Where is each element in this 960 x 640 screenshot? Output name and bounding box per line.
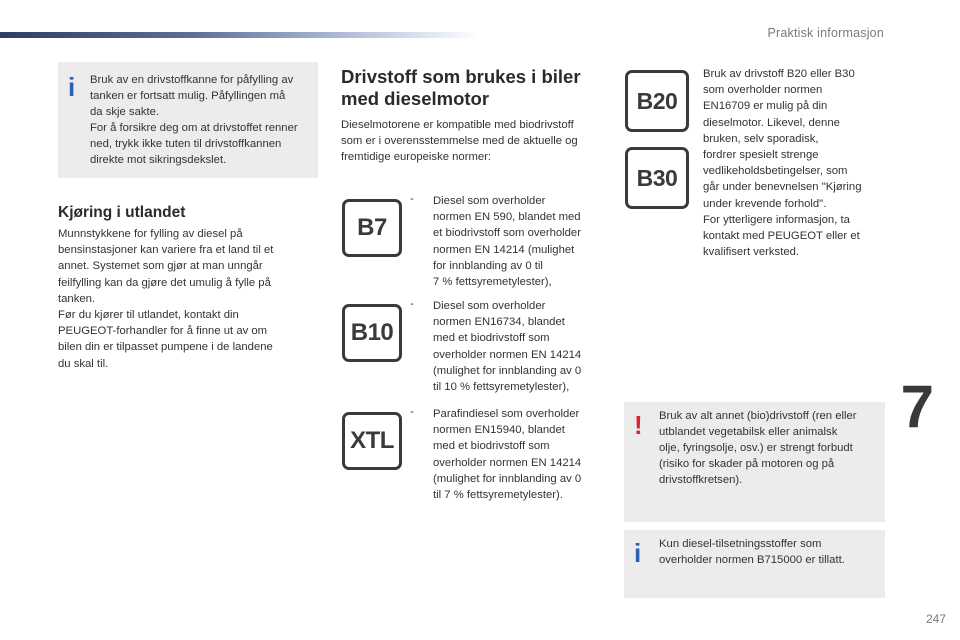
heading-abroad: Kjøring i utlandet — [58, 204, 186, 221]
info-text-right: Kun diesel-tilsetningsstoffer som overholder normen B715000 er tillatt. — [659, 538, 845, 566]
heading-diesel-fuels: Drivstoff som brukes i biler med dieselmotor — [341, 66, 581, 109]
section-title: Praktisk informasjon — [767, 26, 884, 40]
info-box-left — [58, 62, 318, 178]
info-text-left: Bruk av en drivstoffkanne for påfylling av tanken er fortsatt mulig. Påfyllingen må da skje sakte. For å forsikre deg om at drivstoffet renner ned, trykk ikke tuten til drivstoffkannen direkte mot sikringsdekslet. — [90, 74, 298, 166]
page-number: 247 — [925, 612, 946, 626]
fuel-text-b10: Diesel som overholder normen EN16734, blandet med et biodrivstoff som overholder normen EN 14214 (mulighet for innblanding av 0 til 10 % fettsyremetylester), — [433, 300, 582, 394]
fuel-label-b30: B30 — [625, 147, 689, 209]
warning-icon: ! — [634, 410, 643, 440]
b20-text: Bruk av drivstoff B20 eller B30 som overholder normen EN16709 er mulig på din dieselmotor. Likevel, denne bruken, selv sporadisk, fordrer spesielt strenge vedlikeholdsbetingelser, som går under benevnelsen "Kjøring under krevende forhold". For ytterligere informasjon, ta kontakt med PEUGEOT eller et kvalifisert verksted. — [703, 68, 862, 259]
warning-text: Bruk av alt annet (bio)drivstoff (ren eller utblandet vegetabilsk eller animalsk olje, fyringsolje, osv.) er strengt forbudt (risiko for skader på motoren og på drivstoffkretsen). — [659, 410, 857, 486]
header-gradient-bar — [0, 32, 480, 38]
fuels-intro: Dieselmotorene er kompatible med biodrivstoff som er i overensstemmelse med de aktuelle og fremtidige europeiske normer: — [341, 119, 578, 164]
list-dash: - — [410, 298, 414, 310]
info-icon: i — [68, 72, 76, 102]
list-dash: - — [410, 406, 414, 418]
abroad-text: Munnstykkene for fylling av diesel på bensinstasjoner kan variere fra et land til et annet. Systemet som gjør at man unngår feilfylling kan da gjøre det umulig å fylle på tanken. Før du kjører til utlandet, kontakt din PEUGEOT-forhandler for å finne ut av om bilen din er tilpasset pumpene i de landene du skal til. — [58, 228, 274, 370]
fuel-text-b7: Diesel som overholder normen EN 590, blandet med et biodrivstoff som overholder normen EN 14214 (mulighet for innblanding av 0 til 7 % fettsyremetylester), — [433, 195, 581, 289]
info-icon: i — [634, 538, 642, 568]
warning-box — [624, 402, 885, 522]
fuel-label-xtl: XTL — [342, 412, 402, 470]
fuel-label-b7: B7 — [342, 199, 402, 257]
info-box-right — [624, 530, 885, 598]
fuel-text-xtl: Parafindiesel som overholder normen EN15940, blandet med et biodrivstoff som overholder normen EN 14214 (mulighet for innblanding av 0 til 7 % fettsyremetylester). — [433, 408, 582, 502]
list-dash: - — [410, 193, 414, 205]
fuel-label-b20: B20 — [625, 70, 689, 132]
fuel-label-b10: B10 — [342, 304, 402, 362]
chapter-number: 7 — [900, 373, 934, 440]
